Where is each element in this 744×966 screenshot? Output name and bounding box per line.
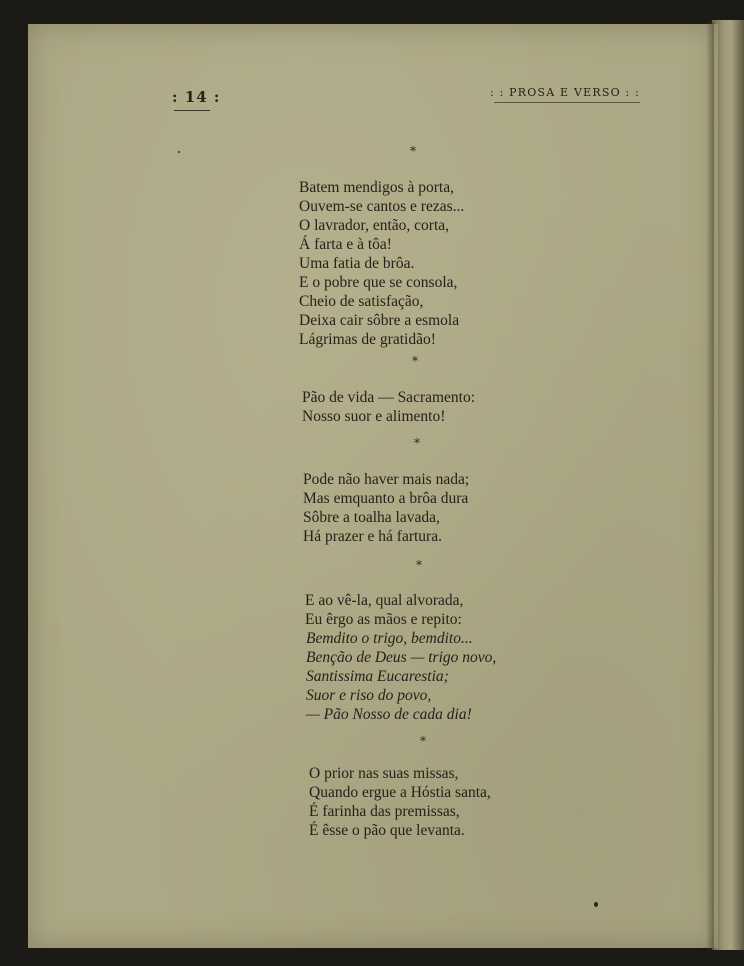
- stanza-separator: *: [410, 144, 416, 158]
- verse-line: Batem mendigos à porta,: [299, 179, 454, 196]
- verse-line: E o pobre que se consola,: [299, 274, 458, 291]
- verse-line: Pode não haver mais nada;: [303, 471, 470, 488]
- verse-line: O prior nas suas missas,: [309, 765, 459, 782]
- verse-line: É farinha das premissas,: [309, 803, 460, 820]
- stanza-separator: *: [414, 436, 420, 450]
- running-title: : : PROSA E VERSO : :: [489, 86, 640, 99]
- verse-line: É êsse o pão que levanta.: [309, 822, 465, 839]
- verse-line: Lágrimas de gratidão!: [299, 331, 436, 348]
- verse-line: Há prazer e há fartura.: [303, 528, 442, 545]
- verse-line: Uma fatia de brôa.: [299, 255, 415, 272]
- verse-line: Suor e riso do povo,: [306, 687, 432, 704]
- stanza-2: [302, 388, 475, 426]
- page-number-underline: [174, 110, 210, 111]
- stanza-separator: *: [416, 558, 422, 572]
- stanza-4-italic-refrain: [306, 629, 496, 724]
- verse-line: Eu êrgo as mãos e repito:: [305, 611, 462, 628]
- verse-line: Nosso suor e alimento!: [302, 408, 446, 425]
- ink-speck: [178, 151, 180, 153]
- verse-line: O lavrador, então, corta,: [299, 217, 450, 234]
- verse-line: Quando ergue a Hóstia santa,: [309, 784, 491, 801]
- verse-line: Mas emquanto a brôa dura: [303, 490, 469, 507]
- running-title-underline: [494, 102, 640, 103]
- stanza-separator: *: [412, 354, 418, 368]
- stanza-1: [299, 178, 464, 349]
- verse-line: Cheio de satisfação,: [299, 293, 424, 310]
- verse-line: Bemdito o trigo, bemdito...: [306, 630, 473, 647]
- stanza-3: [303, 470, 469, 546]
- verse-line: Deixa cair sôbre a esmola: [299, 312, 460, 329]
- stanza-4: [305, 591, 463, 629]
- stanza-separator: *: [420, 734, 426, 748]
- verse-line: Sôbre a toalha lavada,: [303, 509, 440, 526]
- verse-line: Á farta e à tôa!: [299, 236, 392, 253]
- ink-speck: [594, 902, 598, 907]
- verse-line: Pão de vida — Sacramento:: [302, 389, 476, 406]
- gutter-shadow: [706, 22, 714, 950]
- verse-line: Ouvem-se cantos e rezas...: [299, 198, 465, 215]
- verse-line: E ao vê-la, qual alvorada,: [305, 592, 464, 609]
- verse-line: Santissima Eucarestia;: [306, 668, 449, 685]
- verse-line: — Pão Nosso de cada dia!: [306, 706, 472, 723]
- stanza-5: [309, 764, 491, 840]
- page-number: : 14 :: [172, 88, 221, 106]
- verse-line: Benção de Deus — trigo novo,: [306, 649, 497, 666]
